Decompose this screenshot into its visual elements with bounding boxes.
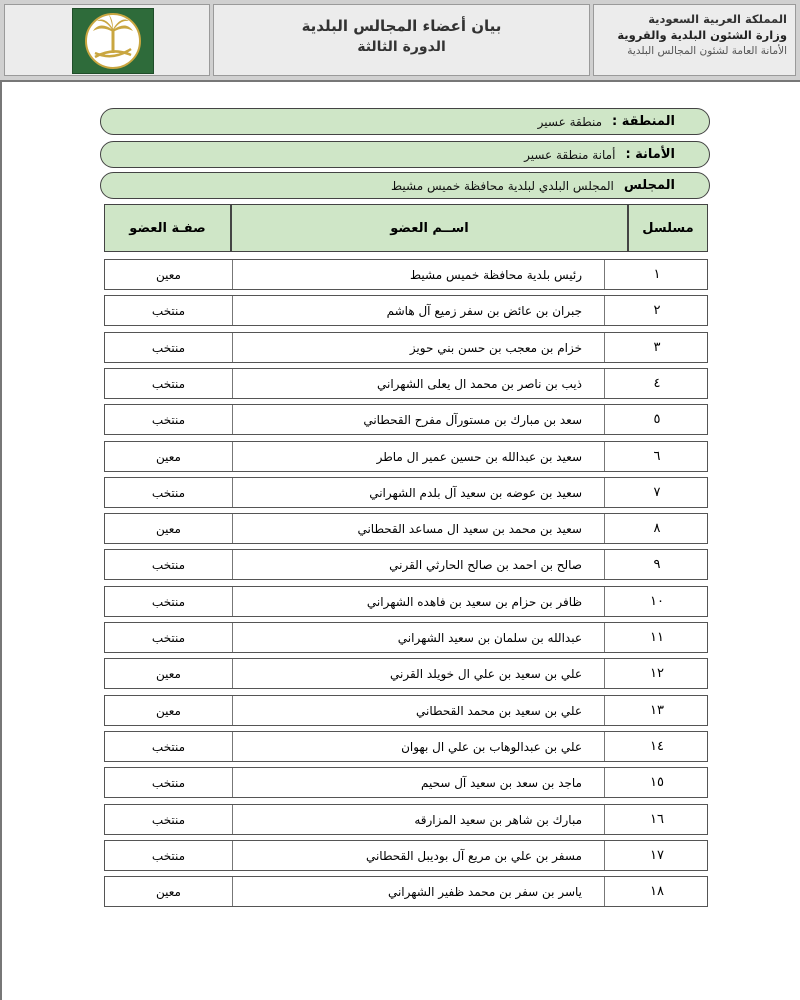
region-label: المنطقة : [612, 114, 675, 129]
member-serial: ١٨ [650, 884, 664, 899]
member-serial: ٨ [653, 521, 661, 536]
ministry-country: المملكة العربية السعودية [648, 12, 787, 26]
member-status: منتخب [151, 412, 186, 427]
member-status: معين [156, 884, 181, 899]
table-row [104, 477, 708, 508]
member-serial: ١١ [650, 630, 664, 645]
name-header: اســم العضو [231, 204, 628, 252]
member-name: سعيد بن عوضه بن سعيد آل بلدم الشهراني [232, 478, 605, 507]
table-row [104, 804, 708, 835]
table-row [104, 513, 708, 544]
table-row [104, 549, 708, 580]
member-serial: ٢ [653, 303, 661, 318]
header-band [0, 0, 800, 80]
ministry-department: الأمانة العامة لشئون المجالس البلدية [627, 45, 787, 57]
member-name: ظافر بن حزام بن سعيد بن فاهده الشهراني [232, 587, 605, 616]
page-border-top [0, 80, 800, 82]
table-row [104, 840, 708, 871]
municipality-value: أمانة منطقة عسير [524, 147, 616, 162]
member-name: عبدالله بن سلمان بن سعيد الشهراني [232, 623, 605, 652]
member-status: منتخب [151, 557, 186, 572]
ministry-name: وزارة الشئون البلدية والقروية [617, 28, 787, 42]
table-row [104, 876, 708, 907]
member-status: منتخب [151, 739, 186, 754]
member-name: مبارك بن شاهر بن سعيد المزارقه [232, 805, 605, 834]
member-name: ذيب بن ناصر بن محمد ال يعلى الشهراني [232, 369, 605, 398]
title-box [213, 4, 590, 76]
member-serial: ٣ [653, 340, 661, 355]
member-serial: ١ [653, 267, 661, 282]
member-serial: ٥ [653, 412, 661, 427]
table-row [104, 368, 708, 399]
member-name: جبران بن عائض بن سفر زميع آل هاشم [232, 296, 605, 325]
member-serial: ٦ [653, 449, 661, 464]
status-header: صفـة العضو [104, 204, 231, 252]
serial-header: مسلسل [628, 204, 708, 252]
member-status: منتخب [151, 848, 186, 863]
member-status: منتخب [151, 812, 186, 827]
member-name: علي بن عبدالوهاب بن علي ال بهوان [232, 732, 605, 761]
table-row [104, 441, 708, 472]
member-status: منتخب [151, 630, 186, 645]
member-serial: ٩ [653, 557, 661, 572]
table-row [104, 259, 708, 290]
member-status: منتخب [151, 303, 186, 318]
member-name: علي بن سعيد بن علي ال خويلد القرني [232, 659, 605, 688]
member-status: معين [156, 521, 181, 536]
table-row [104, 658, 708, 689]
member-name: ماجد بن سعد بن سعيد آل سحيم [232, 768, 605, 797]
member-serial: ١٥ [650, 775, 664, 790]
region-row [100, 108, 710, 135]
municipality-row [100, 141, 710, 168]
table-row [104, 695, 708, 726]
member-status: منتخب [151, 775, 186, 790]
member-serial: ٧ [653, 485, 661, 500]
table-row [104, 404, 708, 435]
council-label: المجلس [623, 178, 675, 193]
member-status: معين [156, 449, 181, 464]
council-row [100, 172, 710, 199]
saudi-emblem-icon [72, 8, 154, 74]
member-serial: ١٢ [650, 666, 664, 681]
table-row [104, 731, 708, 762]
member-status: منتخب [151, 340, 186, 355]
member-name: رئيس بلدية محافظة خميس مشيط [232, 260, 605, 289]
member-status: معين [156, 267, 181, 282]
region-value: منطقة عسير [537, 114, 602, 129]
emblem-box [4, 4, 210, 76]
member-name: صالح بن احمد بن صالح الحارثي القرني [232, 550, 605, 579]
member-name: ياسر بن سفر بن محمد ظفير الشهراني [232, 877, 605, 906]
member-status: معين [156, 666, 181, 681]
document-subtitle: الدورة الثالثة [357, 39, 446, 55]
table-row [104, 622, 708, 653]
member-name: سعيد بن محمد بن سعيد ال مساعد القحطاني [232, 514, 605, 543]
council-value: المجلس البلدي لبلدية محافظة خميس مشيط [391, 178, 614, 193]
member-name: مسفر بن علي بن مريع آل بوديبل القحطاني [232, 841, 605, 870]
table-row [104, 332, 708, 363]
member-name: سعيد بن عبدالله بن حسين عمير ال ماطر [232, 442, 605, 471]
member-status: منتخب [151, 594, 186, 609]
member-serial: ١٧ [650, 848, 664, 863]
member-serial: ١٦ [650, 812, 664, 827]
page-border-left [0, 80, 2, 1000]
member-status: منتخب [151, 376, 186, 391]
table-row [104, 295, 708, 326]
municipality-label: الأمانة : [625, 147, 675, 162]
member-name: علي بن سعيد بن محمد القحطاني [232, 696, 605, 725]
member-serial: ٤ [653, 376, 661, 391]
member-serial: ١٤ [650, 739, 664, 754]
member-serial: ١٣ [650, 703, 664, 718]
member-status: معين [156, 703, 181, 718]
member-status: منتخب [151, 485, 186, 500]
document-title: بيان أعضاء المجالس البلدية [301, 17, 502, 35]
member-serial: ١٠ [650, 594, 664, 609]
table-row [104, 767, 708, 798]
table-row [104, 586, 708, 617]
member-name: خزام بن معجب بن حسن بني حويز [232, 333, 605, 362]
member-name: سعد بن مبارك بن مستورآل مفرح القحطاني [232, 405, 605, 434]
ministry-box [593, 4, 796, 76]
